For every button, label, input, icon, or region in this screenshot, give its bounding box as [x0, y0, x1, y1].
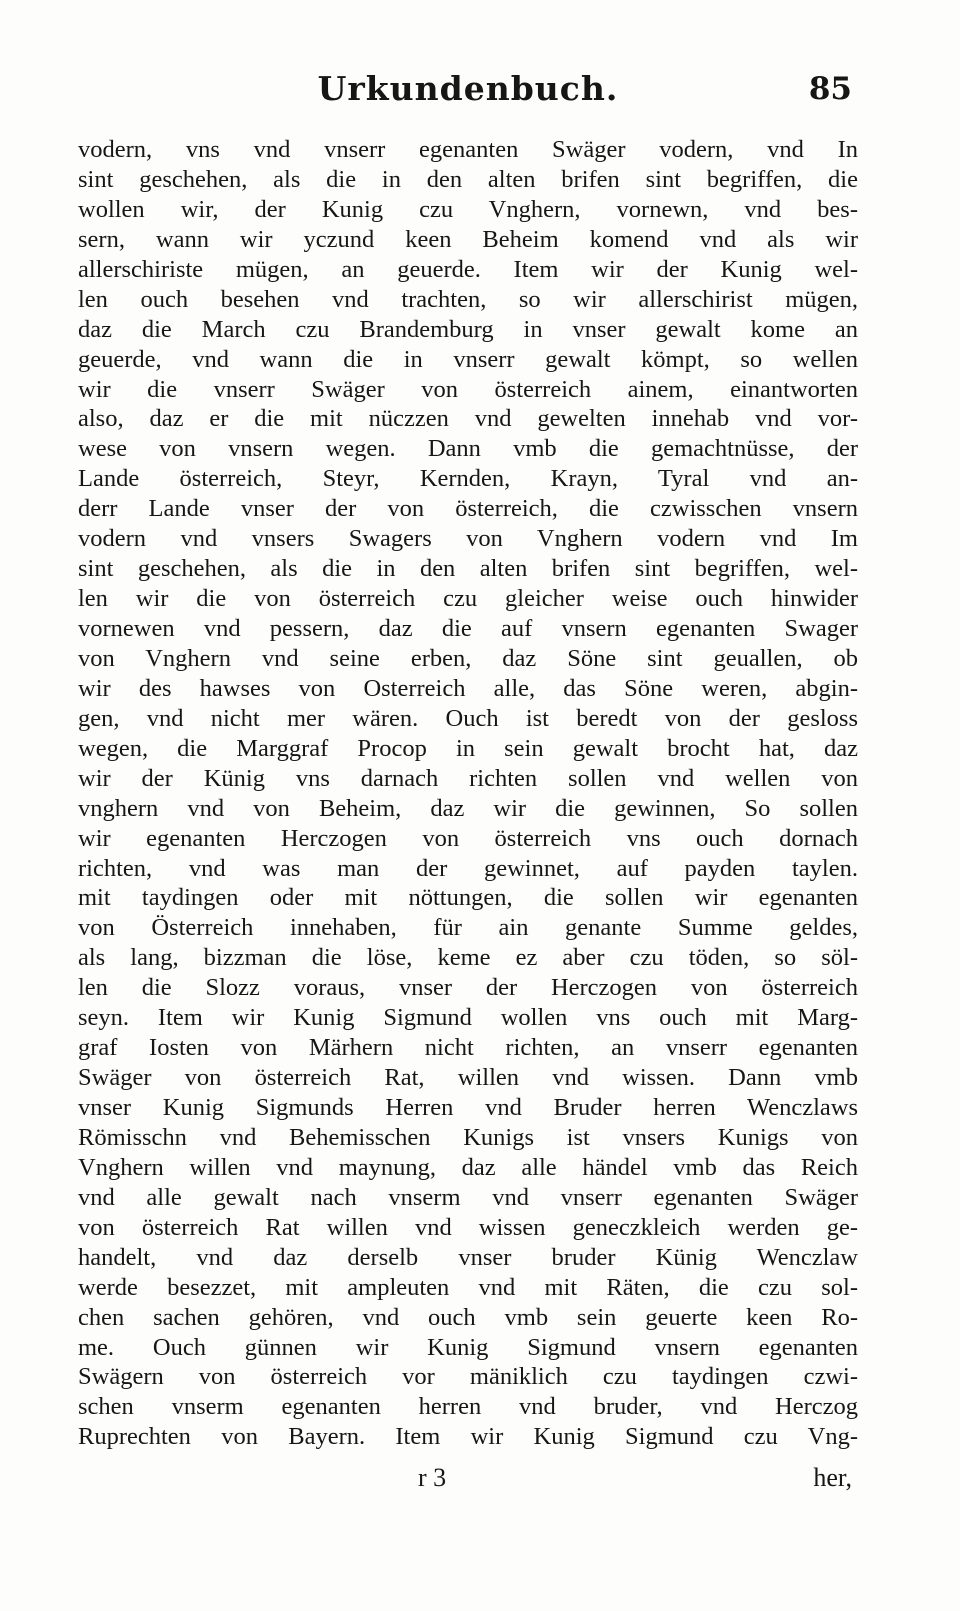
text-line: mit taydingen oder mit nöttungen, die sollen wir egenanten: [78, 884, 858, 912]
text-line: wir die vnserr Swäger von österreich ainem, einantworten: [78, 375, 858, 403]
text-line: von österreich Rat willen vnd wissen geneczkleich werden ge-: [78, 1213, 858, 1241]
text-line: len die Slozz voraus, vnser der Herczogen von österreich: [78, 974, 858, 1002]
text-line: vodern, vns vnd vnserr egenanten Swäger vodern, vnd In: [78, 136, 858, 163]
text-line: vodern vnd vnsers Swagers von Vnghern vodern vnd Im: [78, 525, 858, 553]
text-line: wollen wir, der Kunig czu Vnghern, vornewn, vnd bes-: [78, 195, 858, 223]
text-line: wegen, die Marggraf Procop in sein gewalt brocht hat, daz: [78, 734, 858, 762]
text-line: wir egenanten Herczogen von österreich vns ouch dornach: [78, 824, 858, 852]
text-line: wir des hawses von Osterreich alle, das Söne weren, abgin-: [78, 674, 858, 702]
text-line: allerschiriste mügen, an geuerde. Item wir der Kunig wel-: [78, 255, 858, 283]
text-line: also, daz er die mit nüczzen vnd gewelten innehab vnd vor-: [78, 405, 858, 433]
text-line: vnd alle gewalt nach vnserm vnd vnserr egenanten Swäger: [78, 1183, 858, 1211]
text-line: graf Iosten von Märhern nicht richten, an vnserr egenanten: [78, 1034, 858, 1062]
text-line: daz die March czu Brandemburg in vnser gewalt kome an: [78, 315, 858, 343]
text-line: wese von vnsern wegen. Dann vmb die gemachtnüsse, der: [78, 435, 858, 463]
page-footer: [78, 1462, 858, 1494]
text-line: me. Ouch günnen wir Kunig Sigmund vnsern egenanten: [78, 1333, 858, 1361]
text-line: von Österreich innehaben, für ain genante Summe geldes,: [78, 914, 858, 942]
body-text: [78, 135, 858, 1452]
text-line: chen sachen gehören, vnd ouch vmb sein geuerte keen Ro-: [78, 1303, 858, 1331]
text-line: gen, vnd nicht mer wären. Ouch ist beredt von der gesloss: [78, 704, 858, 732]
signature-mark: r 3: [418, 1463, 447, 1492]
text-line: sint geschehen, als die in den alten brifen sint begriffen, die: [78, 165, 858, 193]
text-line: richten, vnd was man der gewinnet, auf payden taylen.: [78, 854, 858, 882]
text-line: len wir die von österreich czu gleicher weise ouch hinwider: [78, 585, 858, 613]
text-line: Vnghern willen vnd maynung, daz alle händel vmb das Reich: [78, 1153, 858, 1181]
text-line: von Vnghern vnd seine erben, daz Söne sint geuallen, ob: [78, 644, 858, 672]
text-line: Swägern von österreich vor mäniklich czu taydingen czwi-: [78, 1363, 858, 1391]
text-line: derr Lande vnser der von österreich, die czwisschen vnsern: [78, 495, 858, 523]
text-line: vnghern vnd von Beheim, daz wir die gewinnen, So sollen: [78, 794, 858, 822]
text-line: len ouch besehen vnd trachten, so wir allerschirist mügen,: [78, 285, 858, 313]
text-line: geuerde, vnd wann die in vnserr gewalt kömpt, so wellen: [78, 345, 858, 373]
text-line: werde besezzet, mit ampleuten vnd mit Räten, die czu sol-: [78, 1273, 858, 1301]
page-number: 85: [808, 71, 852, 107]
running-title: Urkundenbuch.: [317, 69, 619, 108]
text-line: Swäger von österreich Rat, willen vnd wissen. Dann vmb: [78, 1064, 858, 1092]
catchword: her,: [813, 1463, 852, 1492]
text-line: Lande österreich, Steyr, Kernden, Krayn, Tyral vnd an-: [78, 465, 858, 493]
text-line: seyn. Item wir Kunig Sigmund wollen vns ouch mit Marg-: [78, 1004, 858, 1032]
text-line: Ruprechten von Bayern. Item wir Kunig Sigmund czu Vng-: [78, 1423, 858, 1451]
text-line: schen vnserm egenanten herren vnd bruder, vnd Herczog: [78, 1393, 858, 1421]
text-line: wir der Künig vns darnach richten sollen vnd wellen von: [78, 764, 858, 792]
text-line: sern, wann wir yczund keen Beheim komend vnd als wir: [78, 225, 858, 253]
text-line: sint geschehen, als die in den alten brifen sint begriffen, wel-: [78, 555, 858, 583]
text-line: vornewen vnd pessern, daz die auf vnsern egenanten Swager: [78, 615, 858, 642]
text-line: Römisschn vnd Behemisschen Kunigs ist vnsers Kunigs von: [78, 1123, 858, 1151]
text-line: handelt, vnd daz derselb vnser bruder Künig Wenczlaw: [78, 1243, 858, 1271]
text-line: vnser Kunig Sigmunds Herren vnd Bruder herren Wenczlaws: [78, 1094, 858, 1121]
text-line: als lang, bizzman die löse, keme ez aber czu töden, so söl-: [78, 944, 858, 972]
page-header: [78, 66, 858, 112]
